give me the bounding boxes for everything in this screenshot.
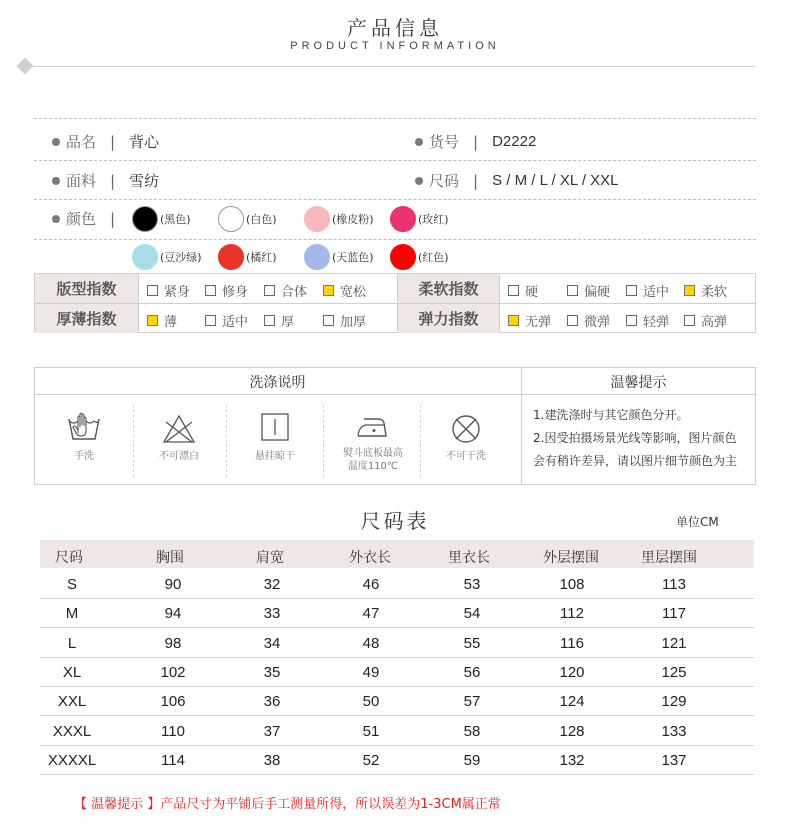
option-label: 合体 — [281, 285, 308, 300]
no-dry-clean-icon — [450, 413, 482, 445]
bullet-icon — [52, 215, 60, 223]
code-label: 货号 — [429, 133, 460, 151]
color-swatch-item — [132, 244, 202, 270]
size-table-cell: 52 — [362, 751, 380, 769]
divider — [133, 405, 134, 477]
divider — [499, 274, 500, 332]
tip-line: 会有稍许差异，请以图片细节颜色为主 — [533, 454, 738, 468]
checkbox-checked[interactable] — [684, 285, 695, 296]
wash-caption: 手洗 — [74, 451, 94, 462]
fit-option[interactable] — [323, 281, 366, 300]
thickness-option[interactable] — [205, 311, 248, 330]
elasticity-option[interactable] — [684, 311, 727, 330]
size-table-cell: 120 — [559, 663, 585, 681]
divider — [34, 118, 756, 119]
name-value: 背心 — [129, 134, 160, 151]
softness-option[interactable] — [626, 281, 669, 300]
color-label: 颜色 — [66, 210, 97, 228]
size-table-cell: 110 — [161, 722, 185, 740]
thickness-option[interactable] — [264, 311, 294, 330]
divider — [34, 160, 756, 161]
size-table-cell: 35 — [263, 663, 281, 681]
tips-title: 温馨提示 — [610, 375, 667, 391]
option-label: 适中 — [222, 315, 249, 330]
table-row-divider — [40, 686, 754, 687]
thickness-option[interactable] — [323, 311, 366, 330]
diamond-icon — [17, 58, 34, 75]
checkbox[interactable] — [264, 315, 275, 326]
color-swatch-item — [132, 206, 191, 232]
page-title: 产品信息 — [347, 16, 443, 40]
size-table-cell: 132 — [559, 751, 585, 769]
checkbox-checked[interactable] — [508, 315, 519, 326]
size-table-header-cell: 外衣长 — [349, 550, 391, 566]
size-table-cell: 51 — [362, 722, 380, 740]
softness-index-label: 柔软指数 — [398, 274, 499, 303]
color-swatch-item — [304, 206, 374, 232]
size-table-cell: 37 — [263, 722, 281, 740]
checkbox[interactable] — [205, 285, 216, 296]
table-row-divider — [40, 715, 754, 716]
option-label: 宽松 — [340, 285, 367, 300]
option-label: 薄 — [164, 315, 178, 330]
size-table-cell: 49 — [362, 663, 380, 681]
size-table-cell: 46 — [362, 576, 380, 593]
size-table-cell: 113 — [662, 576, 686, 593]
color-name: (豆沙绿) — [160, 251, 202, 264]
wash-title: 洗涤说明 — [249, 375, 306, 391]
softness-option[interactable] — [567, 281, 610, 300]
color-swatch-item — [304, 244, 374, 270]
fabric-value: 雪纺 — [129, 173, 160, 190]
divider — [323, 405, 324, 477]
separator: | — [473, 132, 479, 151]
info-size — [415, 170, 619, 191]
option-label: 微弹 — [584, 315, 611, 330]
separator: | — [110, 209, 116, 228]
page-subtitle: PRODUCT INFORMATION — [290, 40, 500, 52]
checkbox-checked[interactable] — [147, 315, 158, 326]
bottom-note: 【 温馨提示 】产品尺寸为平铺后手工测量所得，所以误差为1-3CM属正常 — [74, 797, 501, 812]
color-swatch — [304, 206, 330, 232]
color-name: (红色) — [418, 251, 449, 264]
size-value: S / M / L / XL / XXL — [492, 172, 619, 189]
elasticity-option[interactable] — [567, 311, 610, 330]
checkbox-checked[interactable] — [323, 285, 334, 296]
option-label: 加厚 — [340, 315, 367, 330]
wash-caption: 不可干洗 — [446, 451, 486, 462]
elasticity-option[interactable] — [508, 311, 551, 330]
size-table-unit: 单位CM — [676, 515, 719, 529]
softness-option[interactable] — [508, 281, 538, 300]
size-table-cell: 116 — [560, 634, 584, 652]
iron-caption-line1: 熨斗底板最高 — [343, 448, 403, 459]
size-label: 尺码 — [429, 172, 460, 190]
divider — [34, 199, 756, 200]
color-name: (黑色) — [160, 213, 191, 226]
size-table-cell: 114 — [161, 751, 185, 769]
table-row-divider — [40, 657, 754, 658]
size-table-header-cell: 里衣长 — [448, 550, 490, 566]
size-table-cell: 50 — [362, 693, 380, 711]
size-table-cell: 102 — [160, 663, 186, 681]
tip-line: 1.建洗涤时与其它颜色分开。 — [533, 408, 689, 422]
elasticity-index-label: 弹力指数 — [398, 304, 499, 333]
size-table-cell: 53 — [463, 576, 481, 593]
color-swatch-item — [390, 244, 449, 270]
size-table-cell: 106 — [160, 693, 186, 711]
size-table-cell: L — [67, 634, 77, 652]
size-table-cell: 137 — [661, 751, 687, 769]
size-table-cell: 34 — [263, 634, 281, 652]
color-swatch — [304, 244, 330, 270]
iron-caption-line2: 温度110℃ — [347, 461, 399, 472]
size-table-cell: 57 — [463, 693, 481, 711]
size-table-cell: XXXXL — [47, 751, 97, 769]
checkbox[interactable] — [567, 315, 578, 326]
size-table-cell: XXXL — [52, 722, 92, 740]
checkbox[interactable] — [567, 285, 578, 296]
separator: | — [110, 132, 116, 151]
color-name: (橡皮粉) — [332, 213, 374, 226]
checkbox[interactable] — [264, 285, 275, 296]
option-label: 紧身 — [164, 285, 191, 300]
option-label: 厚 — [281, 315, 295, 330]
hand-wash-icon — [66, 411, 102, 443]
divider — [138, 274, 139, 332]
size-table-header-cell: 尺码 — [55, 550, 83, 566]
size-table-cell: 59 — [463, 751, 481, 769]
option-label: 适中 — [643, 285, 670, 300]
size-table-cell: 47 — [362, 605, 380, 623]
size-table-cell: 54 — [463, 605, 481, 623]
option-label: 修身 — [222, 285, 249, 300]
size-table-cell: 124 — [559, 693, 585, 711]
fit-index-label: 版型指数 — [35, 274, 138, 303]
size-table-cell: 133 — [661, 722, 687, 740]
size-table-cell: 94 — [164, 605, 182, 623]
bullet-icon — [415, 138, 423, 146]
divider — [34, 239, 756, 240]
color-name: (天蓝色) — [332, 251, 374, 264]
bullet-icon — [52, 177, 60, 185]
size-table-cell: M — [65, 605, 79, 623]
size-table-cell: 117 — [662, 605, 686, 623]
size-table-cell: 48 — [362, 634, 380, 652]
size-table-header-cell: 肩宽 — [256, 550, 284, 566]
color-name: (玫红) — [418, 213, 449, 226]
size-table-cell: 128 — [559, 722, 585, 740]
color-swatch — [390, 206, 416, 232]
size-table-cell: 121 — [661, 634, 687, 652]
checkbox[interactable] — [323, 315, 334, 326]
size-table-header-cell: 胸围 — [156, 550, 184, 566]
size-table-cell: 108 — [559, 576, 585, 593]
table-row-divider — [40, 745, 754, 746]
bullet-icon — [415, 177, 423, 185]
info-name — [52, 131, 159, 152]
size-table-cell: S — [66, 576, 77, 593]
header-divider — [30, 66, 755, 67]
color-swatch-item — [390, 206, 449, 232]
size-table-cell: 55 — [463, 634, 481, 652]
hang-dry-icon — [260, 412, 290, 442]
iron-icon — [354, 414, 390, 440]
color-swatch — [390, 244, 416, 270]
softness-option[interactable] — [684, 281, 727, 300]
size-table-cell: 32 — [263, 576, 281, 593]
option-label: 柔软 — [701, 285, 728, 300]
option-label: 硬 — [525, 285, 539, 300]
name-label: 品名 — [66, 133, 97, 151]
size-table-cell: 33 — [263, 605, 281, 623]
fit-option[interactable] — [147, 281, 190, 300]
checkbox[interactable] — [626, 285, 637, 296]
size-table-cell: 36 — [263, 693, 281, 711]
table-row-divider — [40, 627, 754, 628]
checkbox[interactable] — [684, 315, 695, 326]
fit-option[interactable] — [264, 281, 307, 300]
color-swatch — [132, 244, 158, 270]
info-fabric — [52, 170, 159, 191]
bullet-icon — [52, 138, 60, 146]
size-table-cell: 125 — [661, 663, 687, 681]
option-label: 偏硬 — [584, 285, 611, 300]
checkbox[interactable] — [205, 315, 216, 326]
tip-line: 2.因受拍摄场景光线等影响，图片颜色 — [533, 431, 737, 445]
wash-caption — [330, 447, 416, 473]
option-label: 无弹 — [525, 315, 552, 330]
size-table-header-cell: 外层摆围 — [543, 550, 599, 566]
divider — [35, 394, 755, 395]
elasticity-option[interactable] — [626, 311, 669, 330]
size-table-title: 尺码表 — [360, 509, 430, 533]
size-table-cell: XXL — [57, 693, 87, 711]
fabric-label: 面料 — [66, 172, 97, 190]
checkbox[interactable] — [508, 285, 519, 296]
size-table-cell: 38 — [263, 751, 281, 769]
size-table-cell: 98 — [164, 634, 182, 652]
color-name: (橘红) — [246, 251, 277, 264]
color-swatch-item — [218, 244, 277, 270]
size-table-cell: 90 — [164, 576, 182, 593]
checkbox[interactable] — [147, 285, 158, 296]
option-label: 高弹 — [701, 315, 728, 330]
divider — [420, 405, 421, 477]
color-swatch — [132, 206, 158, 232]
size-table-header-cell: 里层摆围 — [641, 550, 697, 566]
thickness-option[interactable] — [147, 311, 177, 330]
table-row-divider — [40, 598, 754, 599]
color-swatch-item — [218, 206, 277, 232]
info-color — [52, 208, 115, 229]
divider — [35, 303, 755, 304]
thickness-index-label: 厚薄指数 — [35, 304, 138, 333]
code-value: D2222 — [492, 133, 537, 150]
table-row-divider — [40, 774, 754, 775]
info-code — [415, 131, 536, 152]
color-swatch — [218, 244, 244, 270]
wash-caption: 悬挂晾干 — [255, 451, 295, 462]
option-label: 轻弹 — [643, 315, 670, 330]
divider — [226, 405, 227, 477]
separator: | — [110, 171, 116, 190]
color-name: (白色) — [246, 213, 277, 226]
separator: | — [473, 171, 479, 190]
fit-option[interactable] — [205, 281, 248, 300]
size-table-cell: 56 — [463, 663, 481, 681]
size-table-cell: 129 — [661, 693, 687, 711]
checkbox[interactable] — [626, 315, 637, 326]
wash-caption: 不可漂白 — [159, 451, 199, 462]
size-table-cell: XL — [62, 663, 82, 681]
color-swatch — [218, 206, 244, 232]
no-bleach-icon — [162, 414, 196, 444]
size-table-cell: 58 — [463, 722, 481, 740]
size-table-cell: 112 — [560, 605, 584, 623]
index-table — [34, 273, 756, 333]
